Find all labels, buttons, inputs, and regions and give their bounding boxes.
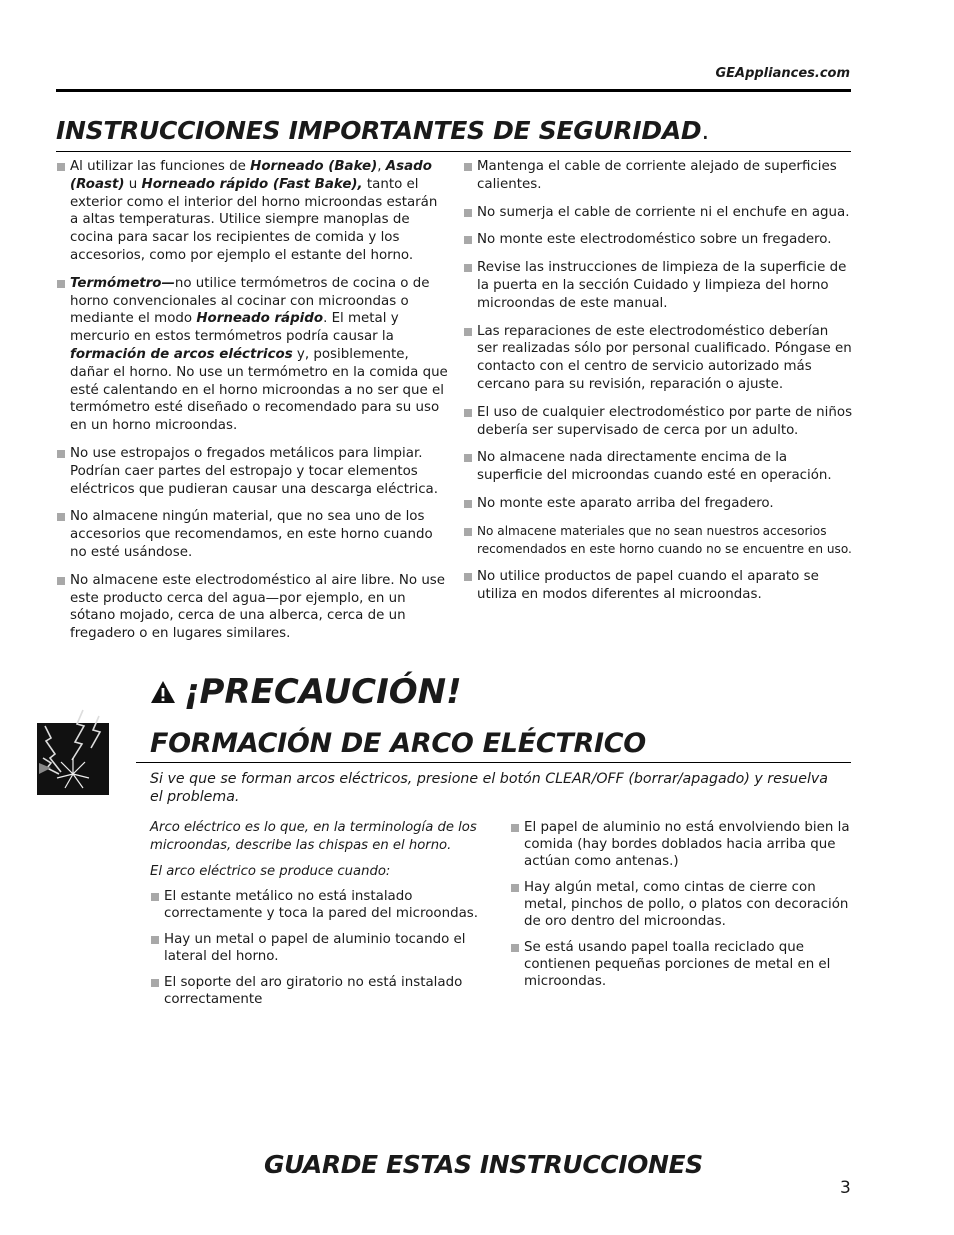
list-item: No monte este aparato arriba del fregadero.	[463, 495, 853, 513]
safety-heading-rule	[56, 151, 851, 152]
list-item	[56, 158, 448, 265]
list-item: El soporte del aro giratorio no está instalado correctamente	[150, 974, 495, 1008]
list-item: Mantenga el cable de corriente alejado de superficies calientes.	[463, 158, 853, 194]
arc-subtitle-rule	[136, 762, 851, 763]
body-text: No use estropajos o fregados metálicos para limpiar. Podrían caer partes del estropajo y tocar elementos eléctricos que pudieran causar una descarga eléctrica.	[70, 445, 439, 497]
body-text: u	[124, 176, 142, 192]
body-text: ,	[377, 159, 386, 174]
list-item	[56, 445, 448, 498]
safety-right-list	[463, 158, 853, 604]
emphasis-text: Asado (Roast)	[70, 159, 432, 192]
emphasis-text: Termómetro—	[70, 275, 175, 291]
body-text: no utilice termómetros de cocina o de horno convencionales al cocinar con microondas o mediante el modo	[70, 275, 430, 327]
body-text: No almacene ningún material, que no sea uno de los accesorios que recomendamos, en este horno cuando no esté usándose.	[70, 509, 433, 560]
list-item: Hay un metal o papel de aluminio tocando el lateral del horno.	[150, 931, 495, 965]
list-item: El papel de aluminio no está envolviendo bien la comida (hay bordes doblados hacia arriba que actúan como antenas.)	[510, 819, 855, 870]
arc-definition: Arco eléctrico es lo que, en la terminología de los microondas, describe las chispas en el horno.	[150, 820, 477, 853]
list-item: No almacene nada directamente encima de la superficie del microondas cuando esté en operación.	[463, 449, 853, 485]
list-item: Revise las instrucciones de limpieza de la superficie de la puerta en la sección Cuidado y limpieza del horno microondas de este manual.	[463, 259, 853, 312]
safety-left-column	[56, 158, 448, 653]
electric-arc-icon	[37, 708, 109, 796]
emphasis-text: formación de arcos eléctricos	[70, 346, 293, 362]
safety-heading: INSTRUCCIONES IMPORTANTES DE SEGURIDAD.	[56, 116, 709, 145]
emphasis-text: Horneado rápido	[196, 311, 324, 327]
list-item: Hay algún metal, como cintas de cierre con metal, pinchos de pollo, o platos con decoración de oro dentro del microondas.	[510, 879, 855, 930]
body-text: No almacene este electrodoméstico al aire libre. No use este producto cerca del agua—por ejemplo, en un sótano mojado, cerca de una alberca, cerca de un fregadero o en lugares similares.	[70, 572, 446, 642]
arc-cause-intro: El arco eléctrico se produce cuando:	[150, 864, 391, 879]
list-item	[56, 572, 448, 643]
list-item: No almacene materiales que no sean nuestros accesorios recomendados en este horno cuando no se encuentre en uso.	[463, 523, 853, 559]
body-text: tanto el exterior como el interior del horno microondas estarán a altas temperaturas. Utilice siempre manoplas de cocina para sacar los recipientes de comida y los accesorios, como por ejemplo el estante del horno.	[70, 176, 438, 263]
arc-left-column	[150, 819, 495, 1017]
list-item	[56, 275, 448, 435]
body-text: . El metal y mercurio en estos termómetros podría causar la	[70, 311, 399, 345]
page-number: 3	[840, 1178, 851, 1198]
list-item	[56, 508, 448, 561]
arc-left-list	[150, 888, 495, 1008]
list-item: No sumerja el cable de corriente ni el enchufe en agua.	[463, 204, 853, 222]
arc-subtitle: FORMACIÓN DE ARCO ELÉCTRICO	[150, 728, 646, 759]
safety-left-list	[56, 158, 448, 643]
list-item: El estante metálico no está instalado correctamente y toca la pared del microondas.	[150, 888, 495, 922]
arc-right-list	[510, 819, 855, 990]
save-instructions: GUARDE ESTAS INSTRUCCIONES	[264, 1150, 703, 1179]
arc-right-column	[510, 819, 855, 999]
list-item: Se está usando papel toalla reciclado que contienen pequeñas porciones de metal en el microondas.	[510, 939, 855, 990]
list-item: El uso de cualquier electrodoméstico por parte de niños debería ser supervisado de cerca por un adulto.	[463, 404, 853, 440]
safety-right-column	[463, 158, 853, 614]
site-url: GEAppliances.com	[715, 66, 850, 81]
list-item: Las reparaciones de este electrodoméstico deberían ser realizadas sólo por personal cualificado. Póngase en contacto con el centro de servicio autorizado más cercano para su revisión, reparación o ajuste.	[463, 323, 853, 394]
emphasis-text: Horneado rápido (Fast Bake),	[141, 176, 363, 192]
emphasis-text: Horneado (Bake)	[250, 159, 378, 174]
body-text: y, posiblemente, dañar el horno. No use un termómetro en la comida que esté calentando en el horno microondas a no ser que el termómetro esté diseñado o recomendado para su uso en un horno microondas.	[70, 346, 448, 434]
list-item: No utilice productos de papel cuando el aparato se utiliza en modos diferentes al microondas.	[463, 568, 853, 604]
list-item: No monte este electrodoméstico sobre un fregadero.	[463, 231, 853, 249]
header-rule	[56, 89, 851, 92]
caution-title: ¡PRECAUCIÓN!	[150, 672, 462, 712]
body-text: Al utilizar las funciones de	[70, 159, 251, 174]
arc-intro: Si ve que se forman arcos eléctricos, presione el botón CLEAR/OFF (borrar/apagado) y resuelva el problema.	[150, 771, 828, 805]
warning-triangle-icon	[150, 679, 176, 705]
